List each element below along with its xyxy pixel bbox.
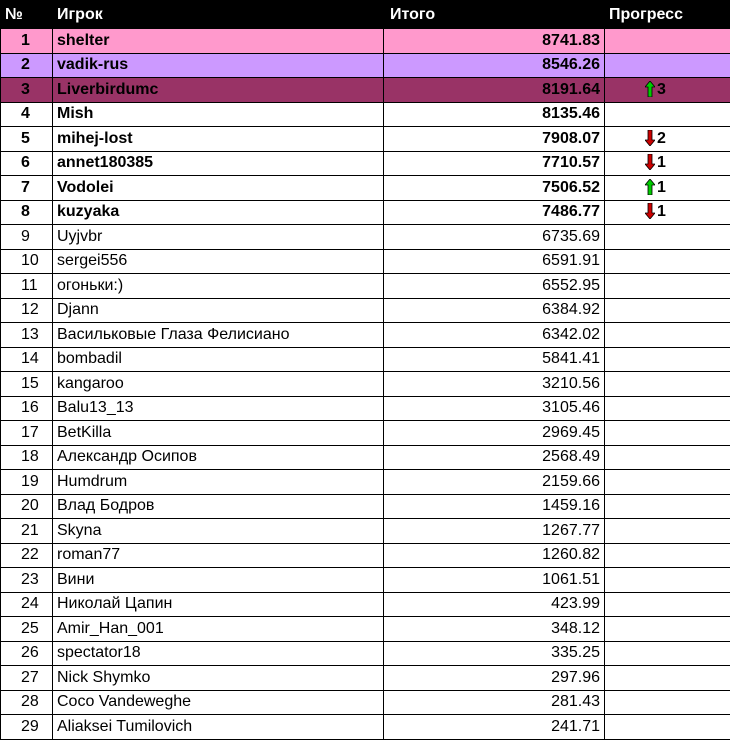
rank-cell: 10 xyxy=(1,249,53,274)
table-row xyxy=(1,715,730,740)
table-row xyxy=(1,200,730,225)
total-score-cell: 6552.95 xyxy=(384,274,605,299)
total-score-cell: 6591.91 xyxy=(384,249,605,274)
progress-cell xyxy=(605,151,730,176)
rank-cell: 29 xyxy=(1,715,53,740)
rank-cell: 24 xyxy=(1,592,53,617)
player-name-cell: roman77 xyxy=(53,543,384,568)
total-score-cell: 423.99 xyxy=(384,592,605,617)
total-score-cell: 1061.51 xyxy=(384,568,605,593)
player-name-cell: shelter xyxy=(53,29,384,54)
rank-cell: 4 xyxy=(1,102,53,127)
header-num: № xyxy=(1,1,53,29)
player-name-cell: Nick Shymko xyxy=(53,666,384,691)
table-row xyxy=(1,494,730,519)
rank-cell: 9 xyxy=(1,225,53,250)
header-progress: Прогресс xyxy=(605,1,730,29)
table-body xyxy=(1,29,730,740)
total-score-cell: 281.43 xyxy=(384,690,605,715)
progress-cell xyxy=(605,568,730,593)
table-header-row xyxy=(1,1,730,29)
player-name-cell: Coco Vandeweghe xyxy=(53,690,384,715)
player-name-cell: Васильковые Глаза Фелисиано xyxy=(53,323,384,348)
total-score-cell: 6384.92 xyxy=(384,298,605,323)
progress-cell xyxy=(605,690,730,715)
table-row xyxy=(1,666,730,691)
header-total: Итого xyxy=(384,1,605,29)
rank-cell: 22 xyxy=(1,543,53,568)
table-row xyxy=(1,347,730,372)
table-row xyxy=(1,102,730,127)
total-score-cell: 8135.46 xyxy=(384,102,605,127)
table-row xyxy=(1,225,730,250)
total-score-cell: 3210.56 xyxy=(384,372,605,397)
table-row xyxy=(1,249,730,274)
table-row xyxy=(1,298,730,323)
progress-value: 1 xyxy=(657,203,666,220)
player-name-cell: Николай Цапин xyxy=(53,592,384,617)
rank-cell: 25 xyxy=(1,617,53,642)
progress-cell xyxy=(605,421,730,446)
rank-cell: 21 xyxy=(1,519,53,544)
player-name-cell: Влад Бодров xyxy=(53,494,384,519)
progress-cell xyxy=(605,323,730,348)
total-score-cell: 7908.07 xyxy=(384,127,605,152)
player-name-cell: огоньки:) xyxy=(53,274,384,299)
progress-cell xyxy=(605,519,730,544)
progress-cell xyxy=(605,372,730,397)
rank-cell: 7 xyxy=(1,176,53,201)
progress-cell xyxy=(605,617,730,642)
rank-cell: 19 xyxy=(1,470,53,495)
player-name-cell: Djann xyxy=(53,298,384,323)
progress-cell xyxy=(605,249,730,274)
player-name-cell: Balu13_13 xyxy=(53,396,384,421)
rank-cell: 11 xyxy=(1,274,53,299)
total-score-cell: 8546.26 xyxy=(384,53,605,78)
rank-cell: 12 xyxy=(1,298,53,323)
total-score-cell: 1267.77 xyxy=(384,519,605,544)
total-score-cell: 7710.57 xyxy=(384,151,605,176)
table-row xyxy=(1,690,730,715)
rank-cell: 27 xyxy=(1,666,53,691)
progress-cell xyxy=(605,396,730,421)
table-row xyxy=(1,53,730,78)
rank-cell: 14 xyxy=(1,347,53,372)
table-row xyxy=(1,127,730,152)
table-row xyxy=(1,274,730,299)
total-score-cell: 8741.83 xyxy=(384,29,605,54)
progress-cell xyxy=(605,445,730,470)
total-score-cell: 2969.45 xyxy=(384,421,605,446)
table-row xyxy=(1,617,730,642)
total-score-cell: 3105.46 xyxy=(384,396,605,421)
arrow-up-icon xyxy=(645,81,655,97)
table-row xyxy=(1,29,730,54)
rank-cell: 17 xyxy=(1,421,53,446)
progress-value: 3 xyxy=(657,81,666,98)
progress-cell xyxy=(605,127,730,152)
player-name-cell: Amir_Han_001 xyxy=(53,617,384,642)
rank-cell: 13 xyxy=(1,323,53,348)
arrow-up-icon xyxy=(645,179,655,195)
progress-value: 2 xyxy=(657,130,666,147)
total-score-cell: 2568.49 xyxy=(384,445,605,470)
player-name-cell: Skyna xyxy=(53,519,384,544)
player-name-cell: bombadil xyxy=(53,347,384,372)
table-row xyxy=(1,176,730,201)
player-name-cell: Aliaksei Tumilovich xyxy=(53,715,384,740)
progress-cell xyxy=(605,102,730,127)
player-name-cell: Uyjvbr xyxy=(53,225,384,250)
table-row xyxy=(1,323,730,348)
header-player: Игрок xyxy=(53,1,384,29)
player-name-cell: Mish xyxy=(53,102,384,127)
progress-cell xyxy=(605,543,730,568)
progress-value: 1 xyxy=(657,154,666,171)
table-row xyxy=(1,421,730,446)
rank-cell: 28 xyxy=(1,690,53,715)
table-row xyxy=(1,641,730,666)
total-score-cell: 5841.41 xyxy=(384,347,605,372)
player-name-cell: spectator18 xyxy=(53,641,384,666)
rank-cell: 20 xyxy=(1,494,53,519)
progress-cell xyxy=(605,176,730,201)
arrow-down-icon xyxy=(645,203,655,219)
total-score-cell: 7506.52 xyxy=(384,176,605,201)
player-name-cell: BetKilla xyxy=(53,421,384,446)
player-name-cell: mihej-lost xyxy=(53,127,384,152)
total-score-cell: 8191.64 xyxy=(384,78,605,103)
table-row xyxy=(1,519,730,544)
progress-cell xyxy=(605,274,730,299)
table-row xyxy=(1,543,730,568)
player-name-cell: annet180385 xyxy=(53,151,384,176)
table-row xyxy=(1,470,730,495)
rank-cell: 18 xyxy=(1,445,53,470)
progress-cell xyxy=(605,592,730,617)
rank-cell: 3 xyxy=(1,78,53,103)
rank-cell: 2 xyxy=(1,53,53,78)
rank-cell: 16 xyxy=(1,396,53,421)
progress-cell xyxy=(605,298,730,323)
progress-cell xyxy=(605,225,730,250)
player-name-cell: kuzyaka xyxy=(53,200,384,225)
player-name-cell: Александр Осипов xyxy=(53,445,384,470)
rank-cell: 26 xyxy=(1,641,53,666)
total-score-cell: 297.96 xyxy=(384,666,605,691)
rank-cell: 1 xyxy=(1,29,53,54)
progress-cell xyxy=(605,78,730,103)
progress-cell xyxy=(605,53,730,78)
player-name-cell: Liverbirdumc xyxy=(53,78,384,103)
progress-cell xyxy=(605,470,730,495)
total-score-cell: 6342.02 xyxy=(384,323,605,348)
progress-cell xyxy=(605,641,730,666)
progress-cell xyxy=(605,29,730,54)
rank-cell: 15 xyxy=(1,372,53,397)
player-name-cell: vadik-rus xyxy=(53,53,384,78)
rank-cell: 5 xyxy=(1,127,53,152)
total-score-cell: 6735.69 xyxy=(384,225,605,250)
table-row xyxy=(1,445,730,470)
arrow-down-icon xyxy=(645,130,655,146)
arrow-down-icon xyxy=(645,154,655,170)
total-score-cell: 7486.77 xyxy=(384,200,605,225)
total-score-cell: 1260.82 xyxy=(384,543,605,568)
player-name-cell: sergei556 xyxy=(53,249,384,274)
player-name-cell: Vodolei xyxy=(53,176,384,201)
progress-cell xyxy=(605,347,730,372)
table-row xyxy=(1,372,730,397)
table-row xyxy=(1,151,730,176)
progress-cell xyxy=(605,200,730,225)
progress-cell xyxy=(605,715,730,740)
progress-cell xyxy=(605,666,730,691)
progress-value: 1 xyxy=(657,179,666,196)
rank-cell: 8 xyxy=(1,200,53,225)
total-score-cell: 335.25 xyxy=(384,641,605,666)
total-score-cell: 2159.66 xyxy=(384,470,605,495)
progress-cell xyxy=(605,494,730,519)
table-row xyxy=(1,396,730,421)
total-score-cell: 348.12 xyxy=(384,617,605,642)
total-score-cell: 241.71 xyxy=(384,715,605,740)
player-name-cell: Вини xyxy=(53,568,384,593)
table-row xyxy=(1,78,730,103)
total-score-cell: 1459.16 xyxy=(384,494,605,519)
player-name-cell: Humdrum xyxy=(53,470,384,495)
table-row xyxy=(1,592,730,617)
player-name-cell: kangaroo xyxy=(53,372,384,397)
rank-cell: 6 xyxy=(1,151,53,176)
rank-cell: 23 xyxy=(1,568,53,593)
table-row xyxy=(1,568,730,593)
